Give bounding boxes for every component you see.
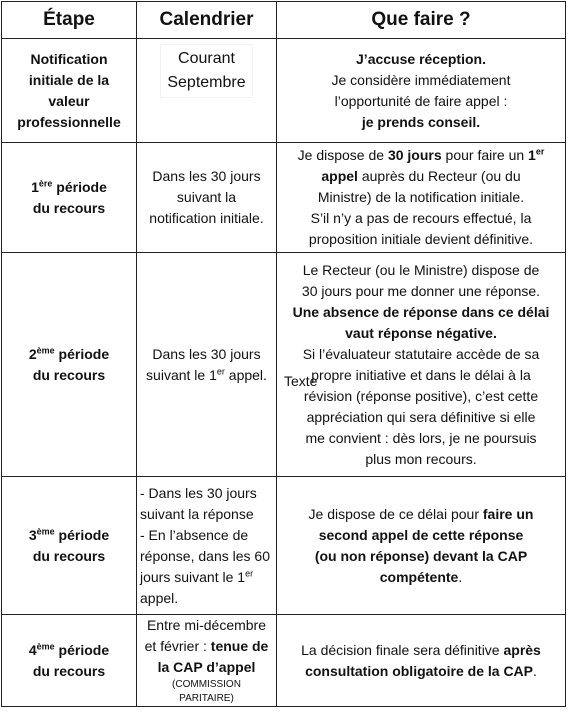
que-faire-bold: consultation obligatoire de la CAP <box>305 662 534 679</box>
calendrier-line: appel. <box>224 366 267 383</box>
header-row <box>2 2 566 39</box>
que-faire-text: 30 jours pour me donner une réponse. <box>301 282 541 299</box>
que-faire-cell <box>277 143 566 253</box>
calendrier-line: réponse, dans les 60 <box>140 547 270 564</box>
etape-number: 4 <box>28 641 37 658</box>
que-faire-text: auprès du Recteur (ou du <box>357 168 521 184</box>
que-faire-bold: Une absence de réponse dans ce délai <box>292 303 550 320</box>
etape-number: 1 <box>31 178 39 195</box>
etape-sup: ère <box>38 177 53 188</box>
etape-cell <box>2 477 137 615</box>
que-faire-bold: 1 <box>528 147 536 163</box>
que-faire-text: . <box>458 568 463 585</box>
calendrier-sup: er <box>216 365 225 376</box>
table-row <box>2 253 566 477</box>
calendrier-line: - Dans les 30 jours <box>140 484 257 501</box>
calendrier-line: Dans les 30 jours <box>152 168 261 184</box>
calendrier-line: suivant le 1 <box>146 366 217 383</box>
etape-sup: ème <box>36 525 55 536</box>
que-faire-text: . <box>533 662 537 679</box>
calendrier-cell <box>137 615 277 707</box>
calendrier-line: jours suivant le 1 <box>140 568 246 585</box>
calendrier-line: Courant <box>178 50 235 67</box>
header-que-faire: Que faire ? <box>277 2 566 39</box>
que-faire-text: Si l’évaluateur statutaire accède de sa <box>302 345 540 362</box>
calendrier-cell <box>137 477 277 615</box>
que-faire-text: appréciation qui sera définitive si elle <box>306 408 536 425</box>
calendrier-bold: tenue de <box>210 638 269 654</box>
que-faire-text: pour faire un <box>441 147 529 163</box>
que-faire-bold: compétente <box>379 568 459 585</box>
que-faire-cell <box>277 615 566 707</box>
etape-word: période <box>52 178 107 195</box>
que-faire-text: propre initiative et dans le délai à la <box>311 366 531 383</box>
table-row <box>2 143 566 253</box>
que-faire-bold: J’accuse réception. <box>356 50 486 67</box>
etape-cell <box>2 615 137 707</box>
calendrier-box <box>161 45 251 97</box>
table-row <box>2 39 566 143</box>
etape-line: du recours <box>32 547 106 564</box>
etape-number: 3 <box>28 526 37 543</box>
calendrier-line: appel. <box>140 589 179 606</box>
etape-line: du recours <box>32 662 106 679</box>
calendrier-line: suivant la <box>176 189 237 205</box>
etape-number: 2 <box>28 345 37 362</box>
etape-line: Notification <box>30 50 108 67</box>
calendrier-bold: la CAP d’appel <box>157 659 256 675</box>
que-faire-bold: appel <box>321 168 358 184</box>
calendrier-line: suivant la réponse <box>140 505 254 522</box>
que-faire-text: plus mon recours. <box>365 450 477 467</box>
que-faire-text: me convient : dès lors, je ne poursuis <box>305 429 537 446</box>
que-faire-bold: vaut réponse négative. <box>345 324 497 341</box>
que-faire-sup: er <box>535 146 545 157</box>
etape-line: professionnelle <box>17 113 121 130</box>
que-faire-bold: (ou non réponse) devant la CAP <box>314 547 528 564</box>
que-faire-line: Je considère immédiatement <box>331 71 511 88</box>
etape-line: initiale de la <box>28 71 110 88</box>
que-faire-cell <box>277 477 566 615</box>
calendrier-line: notification initiale. <box>149 210 264 226</box>
calendrier-line: Septembre <box>167 74 246 91</box>
que-faire-text: S’il n’y a pas de recours effectué, la <box>310 210 532 226</box>
que-faire-line: l’opportunité de faire appel : <box>334 92 508 109</box>
recours-table <box>1 1 566 707</box>
que-faire-text: La décision finale sera définitive <box>301 641 504 658</box>
etape-word: période <box>54 345 110 362</box>
que-faire-text: Je dispose de <box>297 147 388 163</box>
table-row <box>2 615 566 707</box>
calendrier-line: Dans les 30 jours <box>152 345 261 362</box>
calendrier-small: PARITAIRE) <box>179 693 234 704</box>
que-faire-bold: 30 jours <box>387 147 442 163</box>
que-faire-bold: je prends conseil. <box>361 113 481 130</box>
etape-word: période <box>54 526 110 543</box>
table-row <box>2 477 566 615</box>
texte-overlay: Texte <box>284 373 318 389</box>
calendrier-sup: er <box>245 567 254 578</box>
etape-sup: ème <box>36 640 55 651</box>
header-calendrier: Calendrier <box>137 2 277 39</box>
que-faire-cell <box>277 253 566 477</box>
etape-line: valeur <box>48 92 90 109</box>
header-etape: Étape <box>2 2 137 39</box>
etape-cell <box>2 39 137 143</box>
que-faire-text: Je dispose de ce délai pour <box>308 505 483 522</box>
etape-cell <box>2 253 137 477</box>
etape-cell <box>2 143 137 253</box>
que-faire-text: révision (réponse positive), c’est cette <box>303 387 539 404</box>
que-faire-bold: second appel de cette réponse <box>318 526 524 543</box>
calendrier-cell <box>137 253 277 477</box>
etape-sup: ème <box>36 344 55 355</box>
etape-word: période <box>54 641 110 658</box>
que-faire-text: proposition initiale devient définitive. <box>308 231 534 247</box>
calendrier-line: - En l’absence de <box>140 526 249 543</box>
calendrier-line: et février : <box>144 638 211 654</box>
que-faire-cell <box>277 39 566 143</box>
etape-line: du recours <box>32 199 106 216</box>
calendrier-cell <box>137 39 277 143</box>
que-faire-bold: après <box>503 641 541 658</box>
que-faire-text: Le Recteur (ou le Ministre) dispose de <box>302 261 540 278</box>
etape-line: du recours <box>32 366 106 383</box>
calendrier-line: Entre mi-décembre <box>146 617 267 633</box>
calendrier-cell <box>137 143 277 253</box>
que-faire-text: Ministre) de la notification initiale. <box>317 189 525 205</box>
que-faire-bold: faire un <box>482 505 534 522</box>
calendrier-small: (COMMISSION <box>172 679 241 690</box>
